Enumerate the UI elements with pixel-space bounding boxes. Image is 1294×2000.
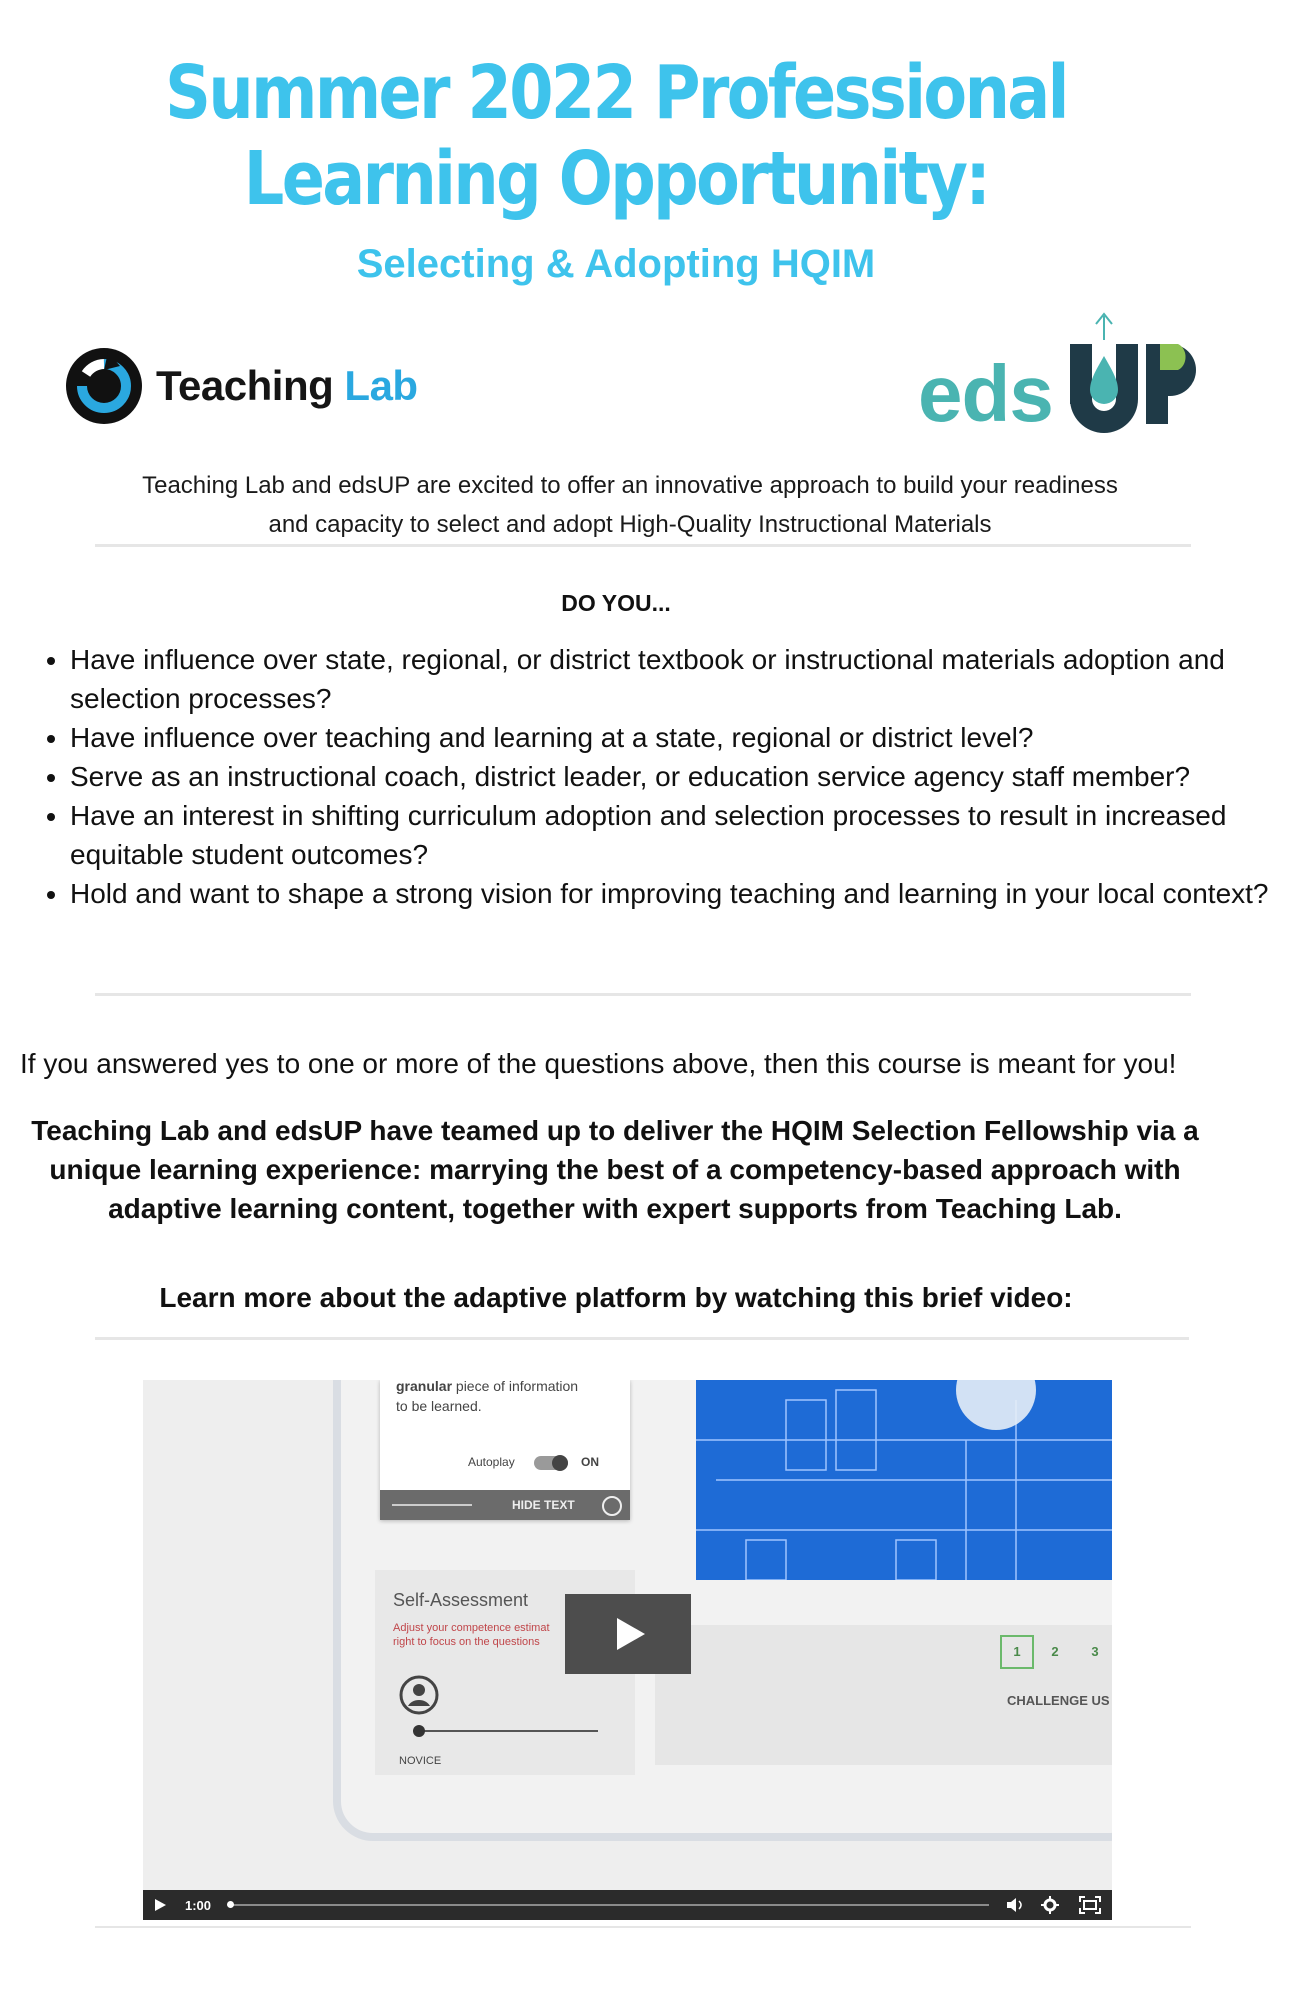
play-button[interactable] — [565, 1594, 691, 1674]
user-avatar-icon — [399, 1675, 439, 1715]
adjust-line-2: right to focus on the questions — [393, 1636, 540, 1648]
page-title — [86, 50, 1146, 222]
card-text-2: to be learned. — [396, 1398, 482, 1414]
list-item: • Have influence over state, regional, or district textbook or instructional materials adoption and selection processes? — [70, 640, 1294, 718]
teaching-lab-logo-icon — [64, 346, 144, 426]
card-bold-word: granular — [396, 1380, 453, 1394]
challenge-button[interactable]: CHALLENGE US — [1007, 1693, 1110, 1708]
novice-label: NOVICE — [399, 1755, 442, 1767]
card-footer — [380, 1490, 630, 1520]
divider — [95, 1926, 1191, 1928]
adjust-line-1: Adjust your competence estimat — [393, 1622, 550, 1634]
fullscreen-icon[interactable] — [1079, 1896, 1101, 1914]
list-item: • Serve as an instructional coach, district leader, or education service agency staff member? — [70, 757, 1294, 796]
page-2-button[interactable]: 2 — [1051, 1644, 1059, 1659]
page-3-button[interactable]: 3 — [1091, 1644, 1099, 1659]
video-time: 1:00 — [185, 1898, 212, 1913]
self-assessment-title: Self-Assessment — [393, 1590, 529, 1610]
intro-line-2: and capacity to select and adopt High-Quality Instructional Materials — [268, 511, 992, 538]
lab-word: Lab — [344, 362, 418, 409]
slider-handle[interactable] — [413, 1725, 425, 1737]
competence-slider[interactable] — [418, 1730, 598, 1732]
autoplay-toggle[interactable] — [534, 1456, 568, 1470]
autoplay-label: Autoplay — [468, 1455, 515, 1469]
progress-bar[interactable] — [229, 1904, 989, 1906]
pause-icon[interactable] — [602, 1496, 622, 1516]
title-line-1: Summer 2022 Professional — [165, 50, 1067, 136]
video-controls — [143, 1890, 1112, 1920]
divider — [95, 544, 1191, 547]
list-item: • Hold and want to shape a strong vision for improving teaching and learning in your local context? — [70, 874, 1294, 913]
edsup-logo-icon — [1060, 304, 1200, 434]
divider — [95, 993, 1191, 996]
play-icon — [565, 1594, 691, 1674]
text-card — [380, 1380, 630, 1520]
page-1-button[interactable]: 1 — [1000, 1635, 1034, 1669]
list-item: • Have an interest in shifting curriculum adoption and selection processes to result in increased equitable student outcomes? — [70, 796, 1294, 874]
intro-text — [80, 466, 1180, 544]
fellowship-description: Teaching Lab and edsUP have teamed up to deliver the HQIM Selection Fellowship via a unique learning experience: marrying the best of a competency-based approach with adaptive learning content, together with expert supports from Teaching Lab. — [31, 1115, 1199, 1224]
blueprint-image — [696, 1380, 1112, 1580]
list-item: • Have influence over teaching and learning at a state, regional or district level? — [70, 718, 1294, 757]
questions-list — [18, 640, 1294, 913]
teaching-lab-logo-text — [156, 362, 418, 410]
title-line-2: Learning Opportunity: — [243, 136, 989, 222]
card-text-1: piece of information — [452, 1380, 579, 1394]
eligibility-text: If you answered yes to one or more of the questions above, then this course is meant for you! — [20, 1048, 1177, 1079]
page-subtitle: Selecting & Adopting HQIM — [356, 242, 876, 286]
video-intro-text: Learn more about the adaptive platform by watching this brief video: — [159, 1282, 1073, 1313]
teaching-lab-word: Teaching — [156, 362, 334, 409]
intro-line-1: Teaching Lab and edsUP are excited to offer an innovative approach to build your readiness — [142, 472, 1118, 499]
autoplay-state: ON — [581, 1455, 599, 1469]
volume-icon[interactable] — [1005, 1897, 1027, 1913]
edsup-logo-text: eds — [918, 349, 1053, 438]
divider — [95, 1337, 1189, 1340]
hide-text-button[interactable]: HIDE TEXT — [512, 1498, 575, 1512]
gear-icon[interactable] — [1041, 1896, 1059, 1914]
questions-heading: DO YOU... — [561, 590, 671, 616]
challenge-panel — [655, 1625, 1112, 1765]
play-small-icon[interactable] — [153, 1898, 167, 1912]
progress-handle[interactable] — [227, 1901, 234, 1908]
